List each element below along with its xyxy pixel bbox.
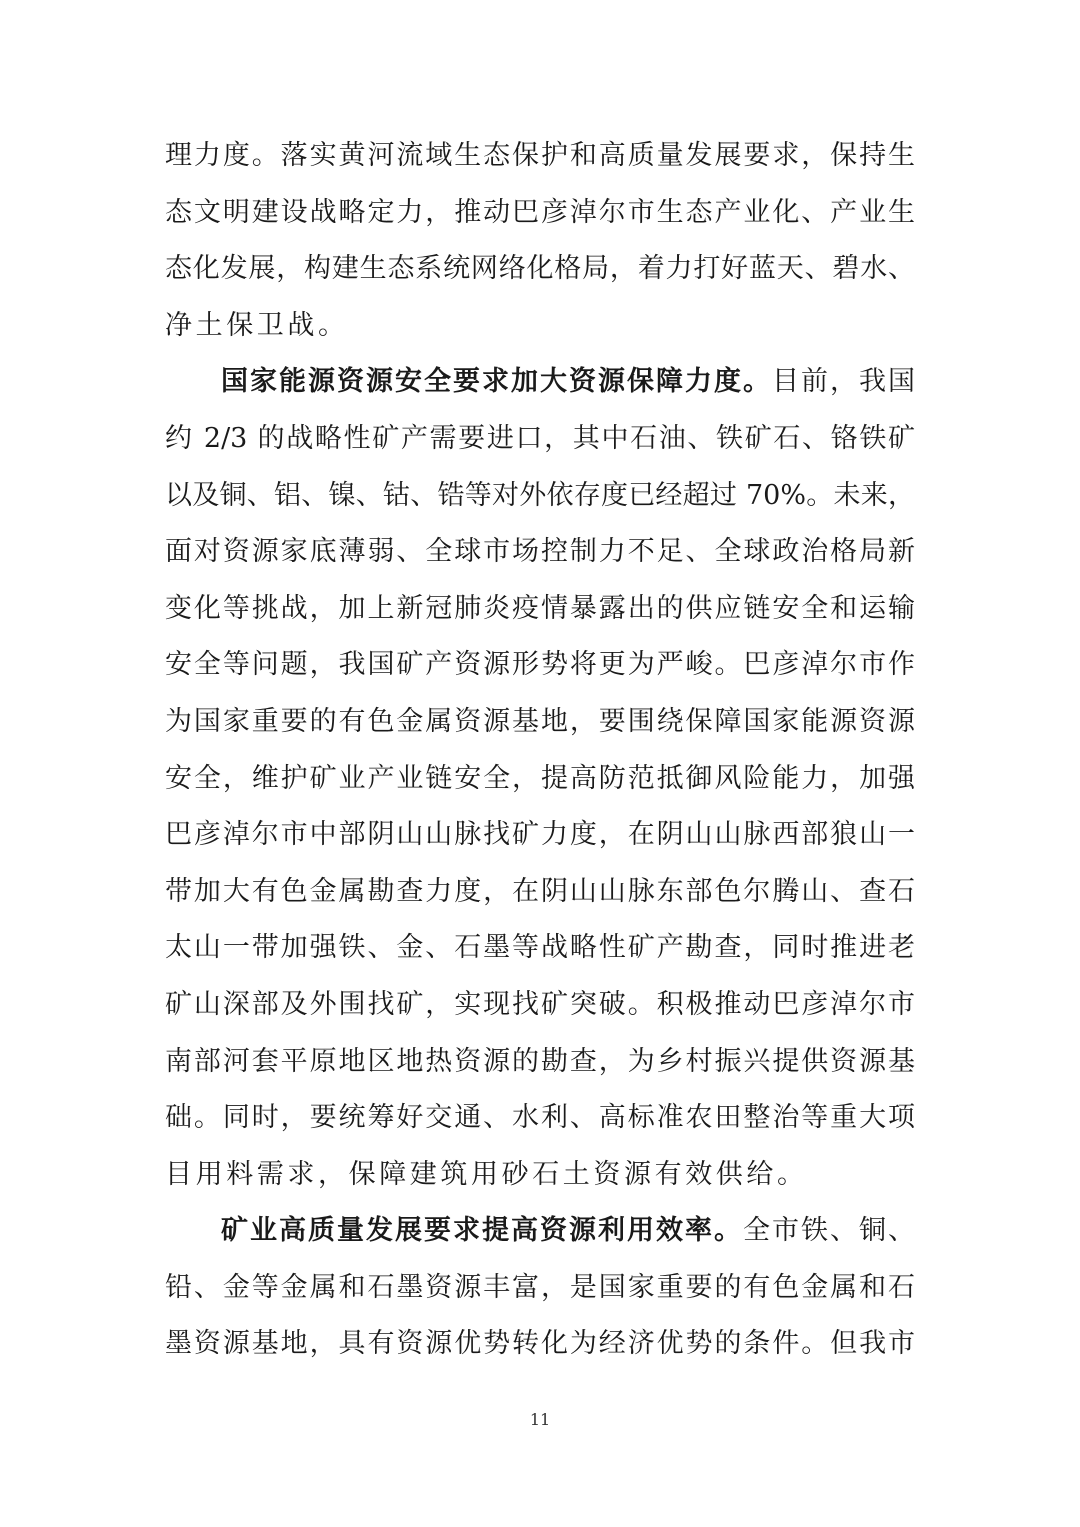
text-line: 太山一带加强铁、金、石墨等战略性矿产勘查，同时推进老 <box>165 932 915 964</box>
text-span: 全市铁、铜、 <box>743 1215 915 1247</box>
text-span: 目前，我国 <box>772 366 915 398</box>
text-line: 安全，维护矿业产业链安全，提高防范抵御风险能力，加强 <box>165 762 915 794</box>
text-line: 以及铜、铝、镍、钴、锆等对外依存度已经超过 70%。未来， <box>165 479 915 511</box>
text-line: 巴彦淖尔市中部阴山山脉找矿力度，在阴山山脉西部狼山一 <box>165 819 915 851</box>
text-line: 矿山深部及外围找矿，实现找矿突破。积极推动巴彦淖尔市 <box>165 988 915 1020</box>
text-line: 南部河套平原地区地热资源的勘查，为乡村振兴提供资源基 <box>165 1045 915 1077</box>
text-line: 变化等挑战，加上新冠肺炎疫情暴露出的供应链安全和运输 <box>165 592 915 624</box>
text-line: 目用料需求，保障建筑用砂石土资源有效供给。 <box>165 1158 808 1190</box>
text-line: 铅、金等金属和石墨资源丰富，是国家重要的有色金属和石 <box>165 1271 915 1303</box>
text-line: 理力度。落实黄河流域生态保护和高质量发展要求，保持生 <box>165 140 915 171</box>
paragraph-heading: 矿业高质量发展要求提高资源利用效率。 <box>221 1215 743 1247</box>
text-line: 墨资源基地，具有资源优势转化为经济优势的条件。但我市 <box>165 1328 915 1360</box>
text-line: 础。同时，要统筹好交通、水利、高标准农田整治等重大项 <box>165 1102 915 1134</box>
text-line: 态化发展，构建生态系统网络化格局，着力打好蓝天、碧水、 <box>165 253 915 285</box>
text-line: 带加大有色金属勘查力度，在阴山山脉东部色尔腾山、查石 <box>165 875 915 907</box>
text-line: 安全等问题，我国矿产资源形势将更为严峻。巴彦淖尔市作 <box>165 649 915 681</box>
page-number: 11 <box>529 1410 551 1429</box>
paragraph-first-line <box>165 1203 915 1260</box>
body-text <box>165 128 915 1373</box>
text-line: 为国家重要的有色金属资源基地，要围绕保障国家能源资源 <box>165 705 915 737</box>
text-line: 净土保卫战。 <box>165 309 349 341</box>
text-line: 面对资源家底薄弱、全球市场控制力不足、全球政治格局新 <box>165 536 915 568</box>
text-line: 约 2/3 的战略性矿产需要进口，其中石油、铁矿石、铬铁矿 <box>165 422 915 454</box>
paragraph-heading: 国家能源资源安全要求加大资源保障力度。 <box>221 366 772 398</box>
text-line: 态文明建设战略定力，推动巴彦淖尔市生态产业化、产业生 <box>165 196 915 228</box>
paragraph-first-line <box>165 354 915 411</box>
